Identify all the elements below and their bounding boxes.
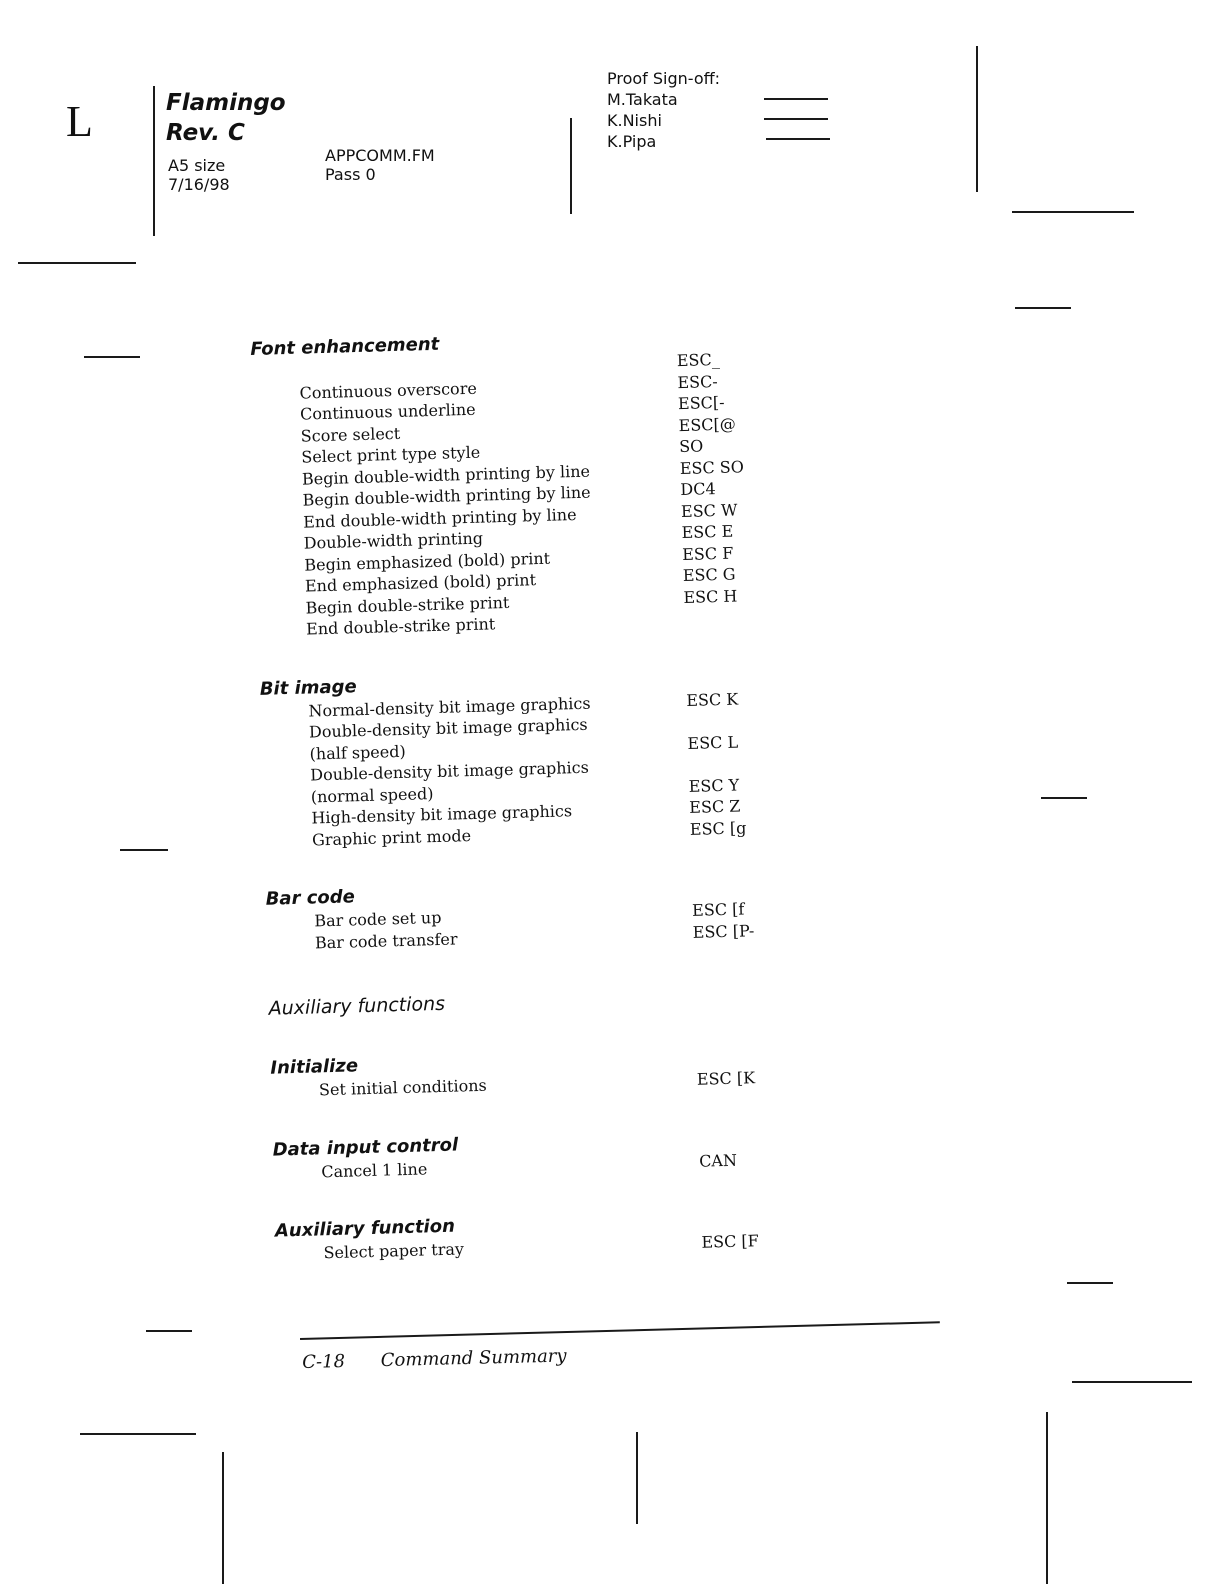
title-line-1: Flamingo [166,90,286,116]
crop-mark [1067,1282,1113,1284]
command-label: Continuous overscore [299,378,478,403]
command-code: SO [678,436,704,457]
command-label: (half speed) [309,741,406,763]
command-label: Double-width printing [303,528,484,553]
signature-line [764,118,828,120]
crop-mark [1046,1412,1048,1584]
command-code: ESC [P- [692,920,755,942]
section-title: Bar code [265,886,356,910]
date-label: 7/16/98 [168,175,230,194]
command-list [260,684,884,852]
crop-mark [222,1452,224,1584]
command-label: Bar code transfer [314,928,458,952]
command-code: ESC E [681,521,734,543]
page-footer [302,1346,567,1373]
command-code: ESC [F [701,1231,759,1252]
crop-mark [1015,307,1071,309]
file-name: APPCOMM.FM [325,146,435,165]
size-date-block [168,156,230,194]
proof-title: Proof Sign-off: [607,69,721,88]
command-code: ESC H [683,585,738,607]
command-code: ESC [g [689,817,747,839]
signer-3: K.Pipa [607,132,657,151]
command-code: ESC L [687,732,739,753]
section-auxiliary-functions [268,979,888,1020]
command-code: ESC [f [691,899,745,920]
crop-mark [80,1433,196,1435]
command-code: ESC SO [679,456,745,478]
command-code: ESC_ [676,349,720,371]
crop-mark [18,262,136,264]
command-code: ESC Y [688,775,740,796]
command-list [251,345,879,642]
command-label: Double-density bit image graphics [308,714,588,742]
crop-mark [976,46,978,192]
pass-label: Pass 0 [325,165,376,184]
section-bar-code [265,870,887,954]
command-label: Select print type style [301,442,481,467]
command-code: ESC F [681,543,734,564]
section-title: Font enhancement [250,333,440,360]
command-label: Begin double-width printing by line [301,461,591,489]
command-label: Normal-density bit image graphics [308,693,591,721]
file-pass-block [325,146,435,184]
crop-mark [1012,211,1134,213]
footer-rule [300,1321,940,1339]
command-label: End emphasized (bold) print [304,570,537,596]
command-code: ESC W [680,499,738,521]
section-auxiliary-function [275,1202,896,1265]
command-code: CAN [698,1150,738,1171]
command-code: ESC K [686,689,739,710]
command-code: ESC [K [696,1068,756,1089]
command-code: ESC G [682,564,736,586]
command-label: Select paper tray [323,1239,465,1263]
command-label: Bar code set up [314,907,442,931]
command-code: ESC[@ [678,413,736,435]
crop-mark [84,356,140,358]
crop-mark [570,118,572,214]
crop-mark [146,1330,192,1332]
section-bit-image [259,660,884,852]
command-label: Graphic print mode [311,825,472,849]
crop-mark [1072,1381,1192,1383]
section-data-input-control [272,1121,893,1184]
command-label: End double-width printing by line [302,504,577,532]
section-font-enhancement [250,321,878,642]
section-title: Auxiliary function [274,1215,456,1242]
signer-1: M.Takata [607,90,678,109]
command-label: Begin emphasized (bold) print [304,548,551,575]
document-title [166,88,286,148]
command-summary-body [250,321,896,1265]
crop-mark [636,1432,638,1524]
command-label: High-density bit image graphics [311,801,573,828]
signature-line [764,98,828,100]
section-title: Auxiliary functions [268,992,446,1020]
signature-line [766,138,830,140]
crop-mark [153,86,155,236]
footer-section-name: Command Summary [380,1345,567,1372]
command-label: Score select [300,423,401,446]
command-label: Cancel 1 line [321,1158,428,1181]
section-title: Initialize [270,1055,359,1079]
signer-2: K.Nishi [607,111,662,130]
command-label: (normal speed) [310,783,434,806]
command-label: Set initial conditions [318,1075,487,1100]
command-code: ESC Z [689,796,741,817]
title-line-2: Rev. C [166,120,245,146]
section-title: Data input control [272,1134,459,1161]
crop-mark [120,849,168,851]
command-label: Begin double-strike print [305,592,510,618]
command-label: End double-strike print [305,614,496,639]
section-title: Bit image [259,675,357,700]
crop-mark [1041,797,1087,799]
command-label: Begin double-width printing by line [302,482,591,510]
command-code: DC4 [680,479,716,500]
page-number: C-18 [302,1350,346,1373]
command-code: ESC[- [677,392,725,414]
command-code: ESC- [677,371,718,392]
section-initialize [270,1039,891,1102]
command-label: Continuous underline [299,399,476,424]
corner-letter: L [66,97,93,146]
size-label: A5 size [168,156,226,175]
command-label: Double-density bit image graphics [309,757,590,785]
proof-signoff [607,68,720,152]
